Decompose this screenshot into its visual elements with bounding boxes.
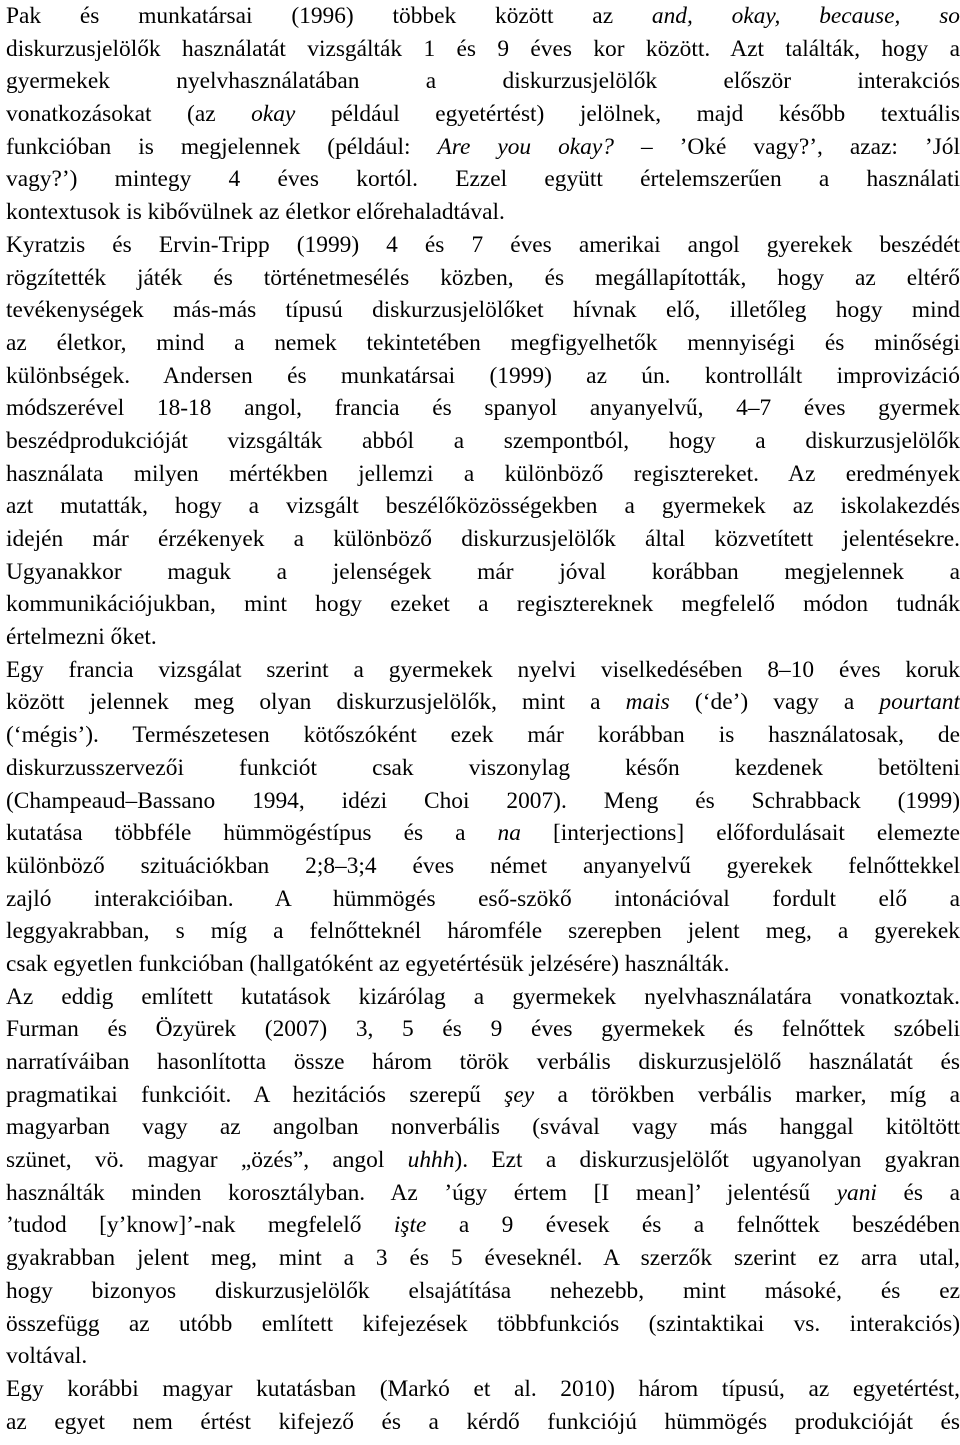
text-run: rögzítették játék és történetmesélés közben, és megállapították, hogy az eltérő xyxy=(6,264,960,291)
text-line xyxy=(6,65,960,98)
text-run: módszerével 18-18 angol, francia és spanyol anyanyelvű, 4–7 éves gyermek xyxy=(6,395,960,422)
text-run: különbségek. Andersen és munkatársai (1999) az ún. kontrollált improvizáció xyxy=(6,362,960,389)
text-run: az életkor, mind a nemek tekintetében megfigyelhetők mennyiségi és minőségi xyxy=(6,329,960,356)
text-line xyxy=(6,0,960,33)
text-line xyxy=(6,719,960,752)
text-run: értelmezni őket. xyxy=(6,624,157,651)
text-run: hogy bizonyos diskurzusjelölők elsajátítása nehezebb, mint másoké, és ez xyxy=(6,1277,960,1304)
italic-term: uhhh xyxy=(407,1147,455,1174)
text-run: [interjections] előfordulásait elemezte xyxy=(520,820,960,847)
text-line xyxy=(6,490,960,523)
text-line xyxy=(6,948,960,981)
text-run: Egy korábbi magyar kutatásban (Markó et al. 2010) három típusú, az egyetértést, xyxy=(6,1375,960,1402)
text-line xyxy=(6,1046,960,1079)
italic-term: pourtant xyxy=(879,689,960,716)
text-line xyxy=(6,1177,960,1210)
text-line xyxy=(6,1308,960,1341)
text-line xyxy=(6,360,960,393)
text-line xyxy=(6,654,960,687)
text-run: összefügg az utóbb említett kifejezések többfunkciós (szintaktikai vs. interakciós) xyxy=(6,1310,960,1337)
text-line xyxy=(6,588,960,621)
text-run: a törökben verbális marker, míg a xyxy=(534,1081,960,1108)
text-run: vagy?’) mintegy 4 éves kortól. Ezzel együtt értelemszerűen a használati xyxy=(6,166,960,193)
text-run: beszédprodukcióját vizsgálták abból a szempontból, hogy a diskurzusjelölők xyxy=(6,427,960,454)
text-run: gyermekek nyelvhasználatában a diskurzusjelölők először interakciós xyxy=(6,68,960,95)
text-line xyxy=(6,1340,960,1373)
italic-term: yani xyxy=(836,1179,877,1206)
text-line xyxy=(6,131,960,164)
text-line xyxy=(6,196,960,229)
text-run: pragmatikai funkcióit. A hezitációs szerepű xyxy=(6,1081,505,1108)
text-line xyxy=(6,556,960,589)
text-line xyxy=(6,817,960,850)
text-line xyxy=(6,1242,960,1275)
text-line xyxy=(6,1275,960,1308)
document-page xyxy=(6,0,960,1438)
text-run: ). Ezt a diskurzusjelölőt ugyanolyan gyakran xyxy=(454,1147,960,1174)
text-run: kommunikációjukban, mint hogy ezeket a regisztereknek megfelelő módon tudnák xyxy=(6,591,960,618)
italic-term: mais xyxy=(625,689,670,716)
text-line xyxy=(6,1209,960,1242)
text-run: (Champeaud–Bassano 1994, idézi Choi 2007). Meng és Schrabback (1999) xyxy=(6,787,960,814)
text-line xyxy=(6,392,960,425)
text-line xyxy=(6,458,960,491)
text-line xyxy=(6,229,960,262)
text-run: funkcióban is megjelennek (például: xyxy=(6,133,438,160)
text-line xyxy=(6,752,960,785)
text-run: az egyet nem értést kifejező és a kérdő funkciójú hümmögés produkcióját és xyxy=(6,1408,960,1435)
text-line xyxy=(6,1144,960,1177)
text-run: különböző szituációkban 2;8–3;4 éves német anyanyelvű gyerekek felnőttekkel xyxy=(6,852,960,879)
text-run: kontextusok is kibővülnek az életkor előrehaladtával. xyxy=(6,199,505,226)
text-run: Furman és Özyürek (2007) 3, 5 és 9 éves gyermekek és felnőttek szóbeli xyxy=(6,1016,960,1043)
text-line xyxy=(6,883,960,916)
body-text xyxy=(6,0,960,1438)
text-run: leggyakrabban, s míg a felnőtteknél háromféle szerepben jelent meg, a gyerekek xyxy=(6,918,960,945)
italic-term: işte xyxy=(393,1212,427,1239)
text-line xyxy=(6,294,960,327)
text-run: narratíváiban hasonlította össze három török verbális diskurzusjelölő használatát és xyxy=(6,1049,960,1075)
text-run: a 9 évesek és a felnőttek beszédében xyxy=(426,1212,960,1239)
italic-term: okay xyxy=(251,101,296,128)
text-run: ’tudod [y’know]’-nak megfelelő xyxy=(6,1212,394,1239)
text-run: használata milyen mértékben jellemzi a különböző regisztereket. Az eredmények xyxy=(6,460,960,487)
italic-term: Are you okay? xyxy=(437,133,614,160)
text-run: Az eddig említett kutatások kizárólag a gyermekek nyelvhasználatára vonatkoztak. xyxy=(6,983,960,1010)
text-run: Pak és munkatársai (1996) többek között az xyxy=(6,3,652,29)
text-run: használták minden korosztályban. Az ’úgy értem [I mean]’ jelentésű xyxy=(6,1179,837,1206)
text-line xyxy=(6,785,960,818)
italic-term: and, okay, because, so xyxy=(651,3,960,29)
text-line xyxy=(6,523,960,556)
text-line xyxy=(6,850,960,883)
text-line xyxy=(6,1013,960,1046)
text-run: Ugyanakkor maguk a jelenségek már jóval korábban megjelennek a xyxy=(6,558,960,585)
italic-term: şey xyxy=(504,1081,535,1108)
text-run: – ’Oké vagy?’, azaz: ’Jól xyxy=(613,133,960,160)
text-line xyxy=(6,621,960,654)
text-run: között jelennek meg olyan diskurzusjelölők, mint a xyxy=(6,689,626,716)
text-line xyxy=(6,425,960,458)
text-line xyxy=(6,1079,960,1112)
text-run: Kyratzis és Ervin-Tripp (1999) 4 és 7 éves amerikai angol gyerekek beszédét xyxy=(6,231,960,258)
text-line xyxy=(6,1406,960,1439)
text-run: csak egyetlen funkcióban (hallgatóként az egyetértésük jelzésére) használták. xyxy=(6,950,730,977)
text-run: (‘de’) vagy a xyxy=(669,689,880,716)
text-line xyxy=(6,1373,960,1406)
text-run: kutatása többféle hümmögéstípus és a xyxy=(6,820,498,847)
text-line xyxy=(6,327,960,360)
text-run: és a xyxy=(876,1179,960,1206)
text-line xyxy=(6,33,960,66)
text-line xyxy=(6,262,960,295)
text-run: vonatkozásokat (az xyxy=(6,101,252,128)
text-line xyxy=(6,163,960,196)
text-run: diskurzusszervezői funkciót csak viszonylag későn kezdenek betölteni xyxy=(6,754,960,781)
text-run: azt mutatták, hogy a vizsgált beszélőközösségekben a gyermekek az iskolakezdés xyxy=(6,493,960,520)
text-run: tevékenységek más-más típusú diskurzusjelölőket hívnak elő, illetőleg hogy mind xyxy=(6,297,960,324)
text-run: például egyetértést) jelölnek, majd később textuális xyxy=(295,101,960,128)
text-line xyxy=(6,686,960,719)
text-run: zajló interakcióiban. A hümmögés eső-szökő intonációval fordult elő a xyxy=(6,885,960,912)
text-run: magyarban vagy az angolban nonverbális (svával vagy más hanggal kitöltött xyxy=(6,1114,960,1141)
text-line xyxy=(6,1111,960,1144)
text-line xyxy=(6,915,960,948)
text-run: voltával. xyxy=(6,1343,88,1370)
text-run: (‘mégis’). Természetesen kötőszóként ezek már korábban is használatosak, de xyxy=(6,722,960,749)
italic-term: na xyxy=(497,820,521,847)
text-run: diskurzusjelölők használatát vizsgálták 1 és 9 éves kor között. Azt találták, hogy a xyxy=(6,35,960,62)
text-line xyxy=(6,98,960,131)
text-run: szünet, vö. magyar „özés”, angol xyxy=(6,1147,408,1174)
text-run: idején már érzékenyek a különböző diskurzusjelölők által közvetített jelentésekre. xyxy=(6,526,960,552)
text-line xyxy=(6,981,960,1014)
text-run: Egy francia vizsgálat szerint a gyermekek nyelvi viselkedésében 8–10 éves koruk xyxy=(6,656,960,683)
text-run: gyakrabban jelent meg, mint a 3 és 5 éveseknél. A szerzők szerint ez arra utal, xyxy=(6,1245,960,1272)
